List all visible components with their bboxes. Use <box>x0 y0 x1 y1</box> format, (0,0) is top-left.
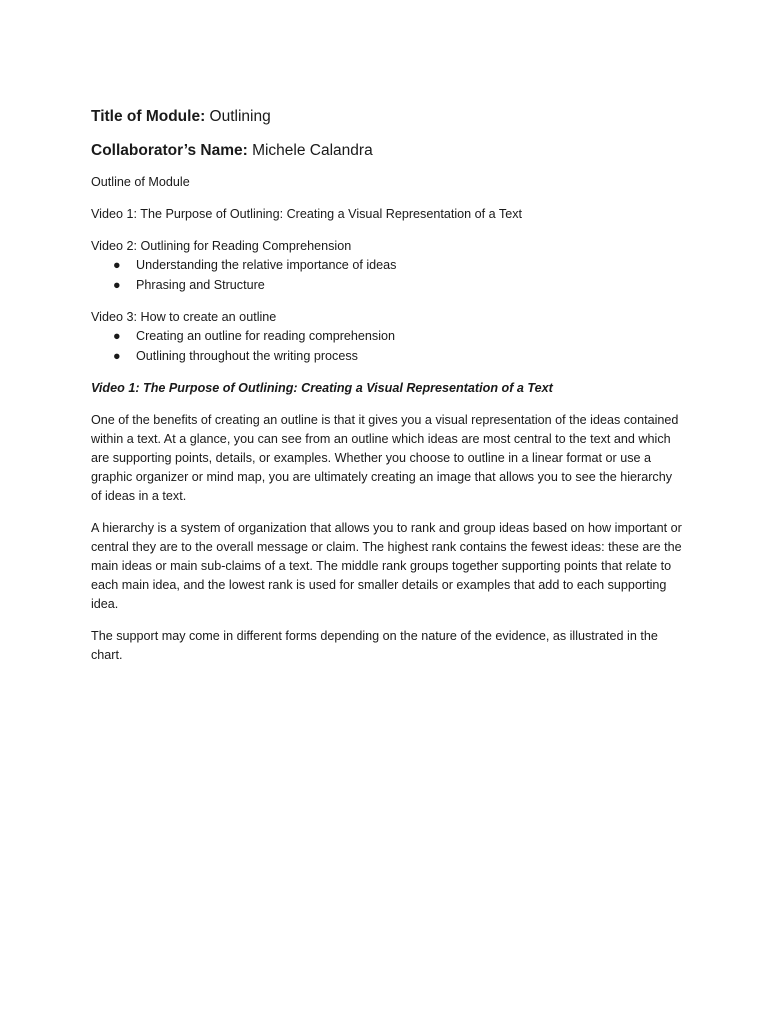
outline-video-2-title: Video 2: Outlining for Reading Comprehension <box>91 239 352 253</box>
list-item-text: Understanding the relative importance of ideas <box>136 258 397 272</box>
collaborator-label: Collaborator’s Name: <box>91 142 248 159</box>
outline-video-3-list <box>91 327 691 366</box>
list-item-text: Creating an outline for reading comprehension <box>136 329 396 343</box>
body-paragraph: A hierarchy is a system of organization that allows you to rank and group ideas based on how important or central they are to the overall message or claim. The highest rank contains the fewest ideas: these are the main ideas or main sub-claims of a text. The middle rank groups together supporting points that relate to each main idea, and the lowest rank is used for smaller details or examples that add to each supporting idea. <box>91 521 682 611</box>
list-item-text: Outlining throughout the writing process <box>136 348 358 363</box>
bullet-icon: ● <box>113 329 121 343</box>
body-paragraph: One of the benefits of creating an outline is that it gives you a visual representation of the ideas contained within a text. At a glance, you can see from an outline which ideas are most central to the text and which are supporting points, details, or examples. Whether you choose to outline in a linear format or use a graphic organizer or mind map, you are ultimately creating an image that allows you to see the hierarchy of ideas in a text. <box>91 413 679 503</box>
list-item <box>91 276 691 296</box>
document-page <box>91 105 691 678</box>
outline-video-2-list <box>91 256 691 295</box>
body-paragraph: The support may come in different forms depending on the nature of the evidence, as illustrated in the chart. <box>91 629 658 662</box>
bullet-icon: ● <box>113 348 121 363</box>
outline-video-1: Video 1: The Purpose of Outlining: Creating a Visual Representation of a Text <box>91 207 523 221</box>
list-item <box>91 256 691 276</box>
list-item <box>91 347 691 367</box>
module-title <box>91 105 691 129</box>
bullet-icon: ● <box>113 258 121 272</box>
module-title-label: Title of Module: <box>91 108 206 125</box>
collaborator-name <box>91 139 691 163</box>
module-title-value: Outlining <box>209 108 271 125</box>
outline-video-2 <box>91 237 691 295</box>
list-item-text: Phrasing and Structure <box>136 277 265 292</box>
bullet-icon: ● <box>113 277 121 292</box>
outline-heading: Outline of Module <box>91 175 190 189</box>
list-item <box>91 327 691 347</box>
outline-video-3-title: Video 3: How to create an outline <box>91 310 277 324</box>
collaborator-value: Michele Calandra <box>252 142 373 159</box>
outline-video-3 <box>91 308 691 366</box>
section-title: Video 1: The Purpose of Outlining: Creating a Visual Representation of a Text <box>91 381 553 395</box>
